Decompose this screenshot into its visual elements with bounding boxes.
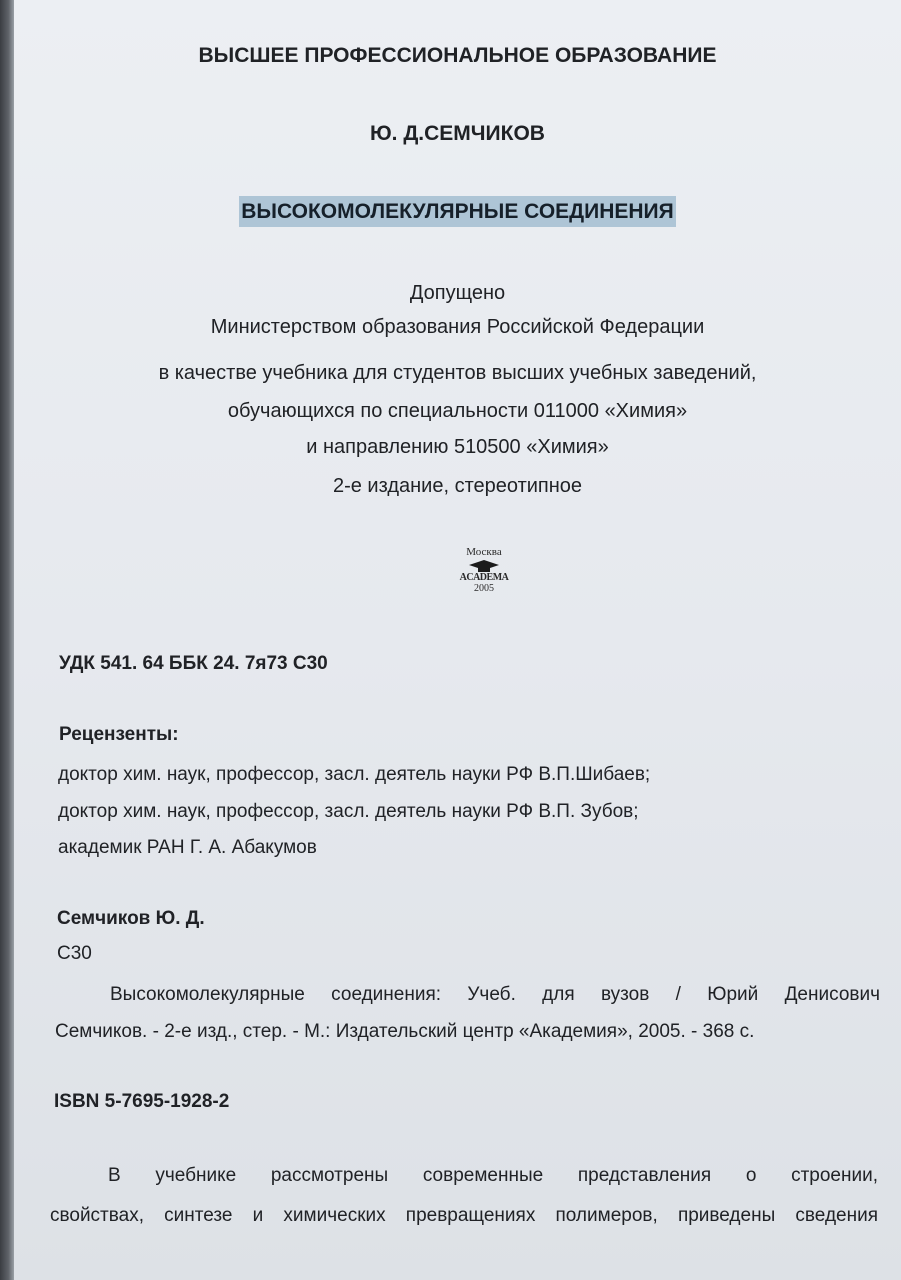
publisher-year: 2005 (474, 583, 494, 594)
approval-line-2: Министерством образования Российской Федерации (210, 316, 705, 338)
abstract-line-1: В учебнике рассмотрены современные представления о строении, (108, 1165, 878, 1186)
edition-line: 2-е издание, стереотипное (332, 475, 583, 497)
approval-line-4: обучающихся по специальности 011000 «Химия» (227, 400, 688, 422)
approval-line-3: в качестве учебника для студентов высших учебных заведений, (158, 362, 757, 384)
catalog-author-heading: Семчиков Ю. Д. (57, 908, 205, 929)
approval-line-1: Допущено (409, 282, 506, 304)
page-left-edge-shadow (0, 0, 14, 1280)
publisher-logo (434, 546, 534, 616)
reviewers-heading: Рецензенты: (59, 724, 179, 745)
classification-codes: УДК 541. 64 ББК 24. 7я73 С30 (59, 653, 328, 674)
isbn: ISBN 5-7695-1928-2 (54, 1091, 230, 1112)
abstract-line-2: свойствах, синтезе и химических превращениях полимеров, приведены сведения (50, 1205, 878, 1226)
reviewer-item: академик РАН Г. А. Абакумов (58, 837, 317, 858)
book-title: ВЫСОКОМОЛЕКУЛЯРНЫЕ СОЕДИНЕНИЯ (239, 196, 675, 227)
author-heading: Ю. Д.СЕМЧИКОВ (370, 122, 545, 145)
approval-line-5: и направлению 510500 «Химия» (306, 436, 609, 458)
series-heading: ВЫСШЕЕ ПРОФЕССИОНАЛЬНОЕ ОБРАЗОВАНИЕ (198, 44, 717, 67)
publisher-name: ACADEMA (459, 572, 509, 583)
catalog-code: С30 (57, 943, 92, 964)
document-page (14, 0, 901, 1280)
publisher-city: Москва (466, 546, 502, 558)
reviewer-item: доктор хим. наук, профессор, засл. деятель науки РФ В.П.Шибаев; (58, 764, 651, 785)
catalog-description-line-2: Семчиков. - 2-е изд., стер. - М.: Издательский центр «Академия», 2005. - 368 с. (55, 1021, 755, 1042)
graduation-cap-icon (469, 560, 499, 572)
book-title-line (14, 200, 901, 224)
reviewer-item: доктор хим. наук, профессор, засл. деятель науки РФ В.П. Зубов; (58, 801, 639, 822)
catalog-description-line-1: Высокомолекулярные соединения: Учеб. для вузов / Юрий Денисович (110, 984, 880, 1005)
